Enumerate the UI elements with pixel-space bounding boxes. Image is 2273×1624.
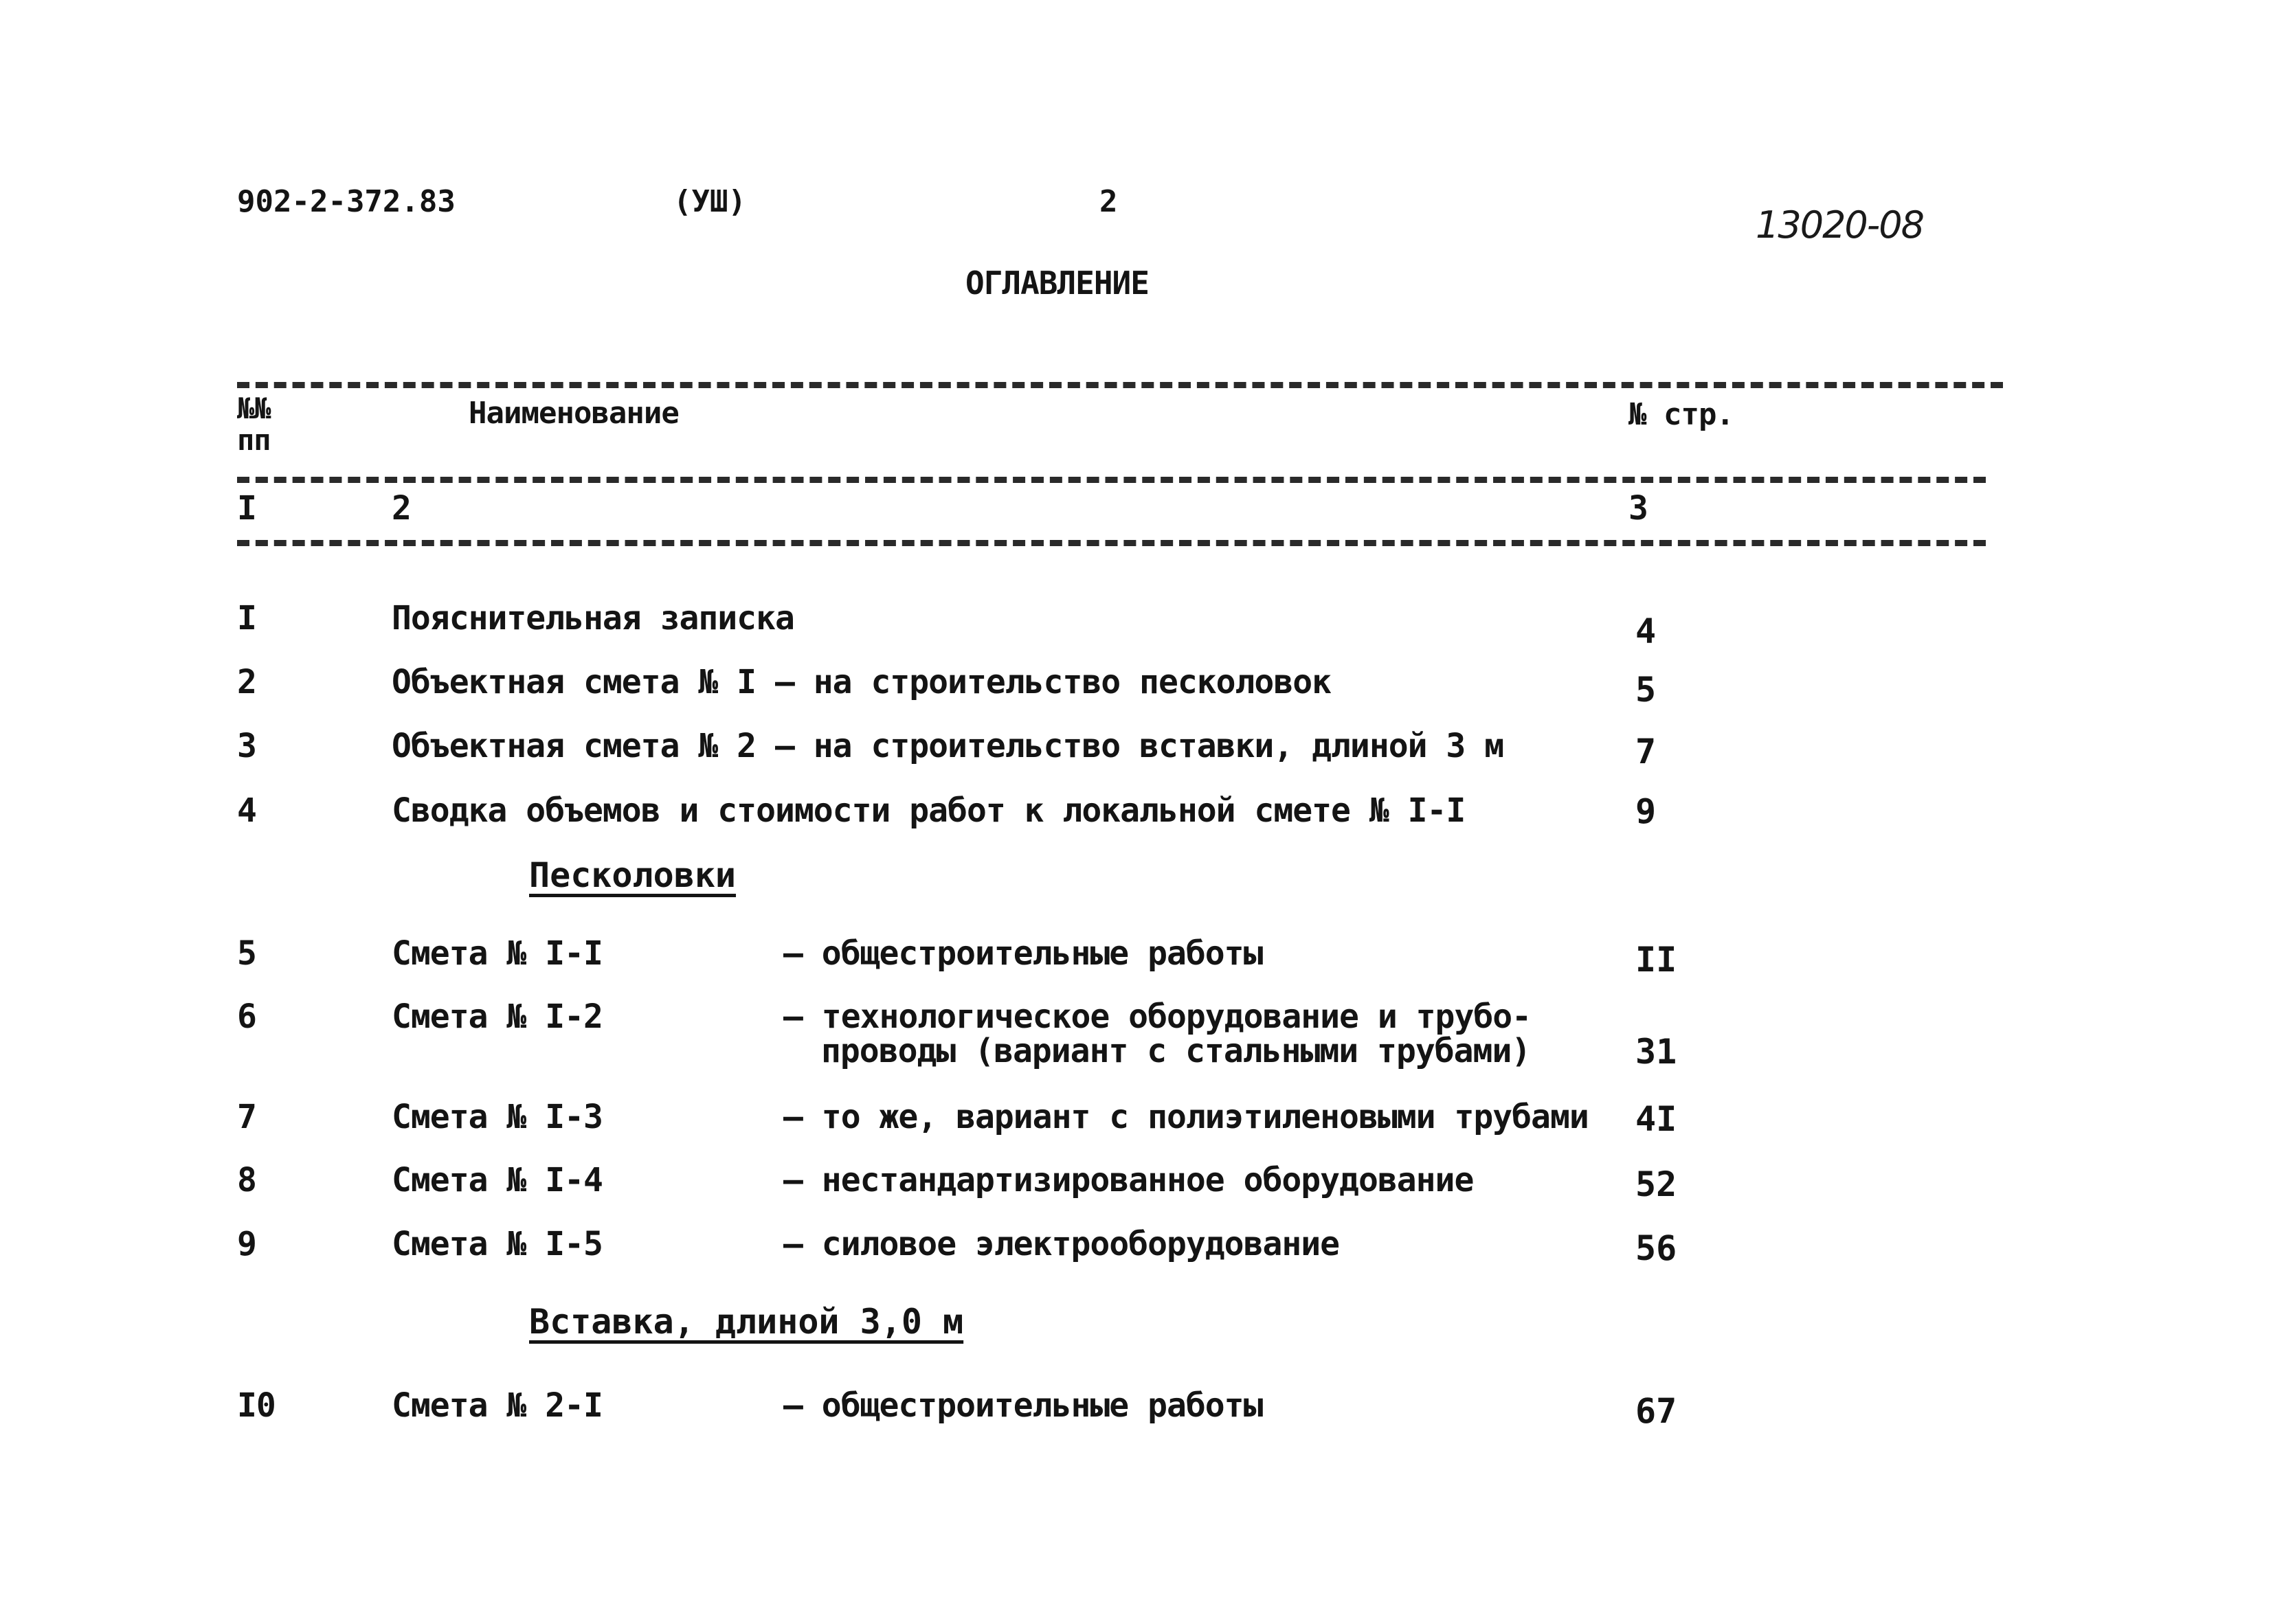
column-number-3: 3 xyxy=(1628,489,1648,528)
row-description: – силовое электрооборудование xyxy=(783,1225,1340,1263)
row-page: 5 xyxy=(1635,670,1657,710)
table-header-rule xyxy=(237,477,1986,483)
page-number: 2 xyxy=(1099,184,1118,219)
column-number-2: 2 xyxy=(392,489,411,528)
row-number: 8 xyxy=(237,1161,256,1199)
row-page: 7 xyxy=(1635,732,1657,771)
col-number-header-line2: пп xyxy=(237,423,271,457)
row-number: 4 xyxy=(237,791,256,830)
row-name: Объектная смета № 2 – на строительство вставки, длиной 3 м xyxy=(392,727,1504,765)
col-number-header-line1: №№ xyxy=(237,392,271,425)
row-number: 5 xyxy=(237,934,256,973)
row-page: 9 xyxy=(1635,791,1657,831)
row-number: 9 xyxy=(237,1225,256,1263)
row-name: Сводка объемов и стоимости работ к локальной смете № I-I xyxy=(392,791,1466,830)
row-page: II xyxy=(1635,940,1677,980)
row-number: 2 xyxy=(237,663,256,701)
row-estimate: Смета № I-2 xyxy=(392,997,603,1036)
row-description: – общестроительные работы xyxy=(783,934,1263,973)
row-description: – общестроительные работы xyxy=(783,1386,1263,1425)
album-number: (УШ) xyxy=(673,184,746,219)
row-estimate: Смета № I-5 xyxy=(392,1225,603,1263)
row-page: 4 xyxy=(1635,611,1657,651)
row-description: – нестандартизированное оборудование xyxy=(783,1161,1474,1199)
row-page: 4I xyxy=(1635,1099,1677,1139)
row-description-continued: проводы (вариант с стальными трубами) xyxy=(821,1032,1531,1070)
section-heading-vstavka: Вставка, длиной 3,0 м xyxy=(529,1302,964,1342)
row-page: 67 xyxy=(1635,1391,1677,1431)
row-estimate: Смета № I-I xyxy=(392,934,603,973)
row-estimate: Смета № I-4 xyxy=(392,1161,603,1199)
row-page: 52 xyxy=(1635,1164,1677,1204)
row-name: Пояснительная записка xyxy=(392,599,794,638)
column-number-1: I xyxy=(237,489,256,528)
row-page: 31 xyxy=(1635,1032,1677,1072)
page-title: ОГЛАВЛЕНИЕ xyxy=(965,264,1149,302)
row-number: 7 xyxy=(237,1098,256,1136)
row-number: I xyxy=(237,599,256,638)
row-estimate: Смета № I-3 xyxy=(392,1098,603,1136)
row-description: – то же, вариант с полиэтиленовыми трубами xyxy=(783,1098,1589,1136)
col-name-header: Наименование xyxy=(469,396,679,431)
row-number: 3 xyxy=(237,727,256,765)
col-page-header: № стр. xyxy=(1628,397,1734,432)
row-number: 6 xyxy=(237,997,256,1036)
row-number: I0 xyxy=(237,1386,276,1425)
table-top-rule xyxy=(237,382,2003,388)
section-heading-peskolovki: Песколовки xyxy=(529,855,737,895)
row-name: Объектная смета № I – на строительство песколовок xyxy=(392,663,1332,701)
document-code: 902-2-372.83 xyxy=(237,184,456,219)
column-numbers-rule xyxy=(237,540,1986,546)
handwritten-stamp-number: 13020-08 xyxy=(1756,203,1923,247)
row-description: – технологическое оборудование и трубо- xyxy=(783,997,1532,1036)
row-estimate: Смета № 2-I xyxy=(392,1386,603,1425)
row-page: 56 xyxy=(1635,1228,1677,1268)
